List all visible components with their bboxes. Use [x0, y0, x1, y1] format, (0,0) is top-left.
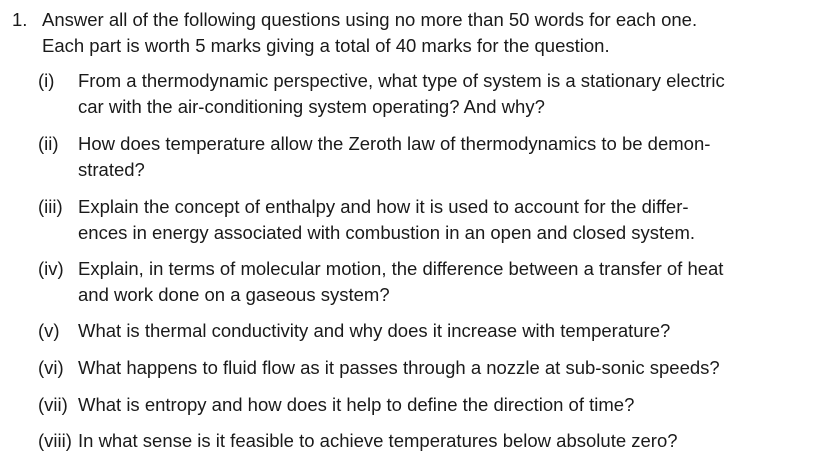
- question-intro: [42, 7, 782, 59]
- part-text: [78, 428, 778, 454]
- part-text-line: Explain the concept of enthalpy and how it is used to account for the differ-: [78, 196, 689, 217]
- part-text-line: ences in energy associated with combustion in an open and closed system.: [78, 222, 696, 243]
- part-text-line: and work done on a gaseous system?: [78, 284, 390, 305]
- part-label: (viii): [38, 430, 72, 451]
- part-label: (v): [38, 320, 60, 341]
- part-text: [78, 256, 778, 308]
- part-text-line: Explain, in terms of molecular motion, the difference between a transfer of heat: [78, 258, 724, 279]
- part-label: (i): [38, 70, 55, 91]
- part-text-line: How does temperature allow the Zeroth law of thermodynamics to be demon-: [78, 133, 711, 154]
- part-text: [78, 131, 778, 183]
- question-number: 1.: [12, 9, 28, 30]
- part-text-line: What happens to fluid flow as it passes through a nozzle at sub-sonic speeds?: [78, 357, 720, 378]
- part-text: [78, 318, 778, 344]
- question-intro-line: Answer all of the following questions using no more than 50 words for each one.: [42, 9, 698, 30]
- part-label: (vi): [38, 357, 64, 378]
- part-text-line: From a thermodynamic perspective, what type of system is a stationary electric: [78, 70, 725, 91]
- part-label: (vii): [38, 394, 68, 415]
- part-text: [78, 392, 778, 418]
- part-text: [78, 355, 778, 381]
- question-intro-line: Each part is worth 5 marks giving a total of 40 marks for the question.: [42, 35, 610, 56]
- part-text-line: In what sense is it feasible to achieve temperatures below absolute zero?: [78, 430, 678, 451]
- part-label: (iii): [38, 196, 63, 217]
- part-label: (iv): [38, 258, 64, 279]
- part-text-line: strated?: [78, 159, 145, 180]
- part-text-line: What is entropy and how does it help to define the direction of time?: [78, 394, 635, 415]
- part-text: [78, 194, 778, 246]
- part-label: (ii): [38, 133, 59, 154]
- part-text: [78, 68, 778, 120]
- part-text-line: What is thermal conductivity and why does it increase with temperature?: [78, 320, 671, 341]
- part-text-line: car with the air-conditioning system operating? And why?: [78, 96, 545, 117]
